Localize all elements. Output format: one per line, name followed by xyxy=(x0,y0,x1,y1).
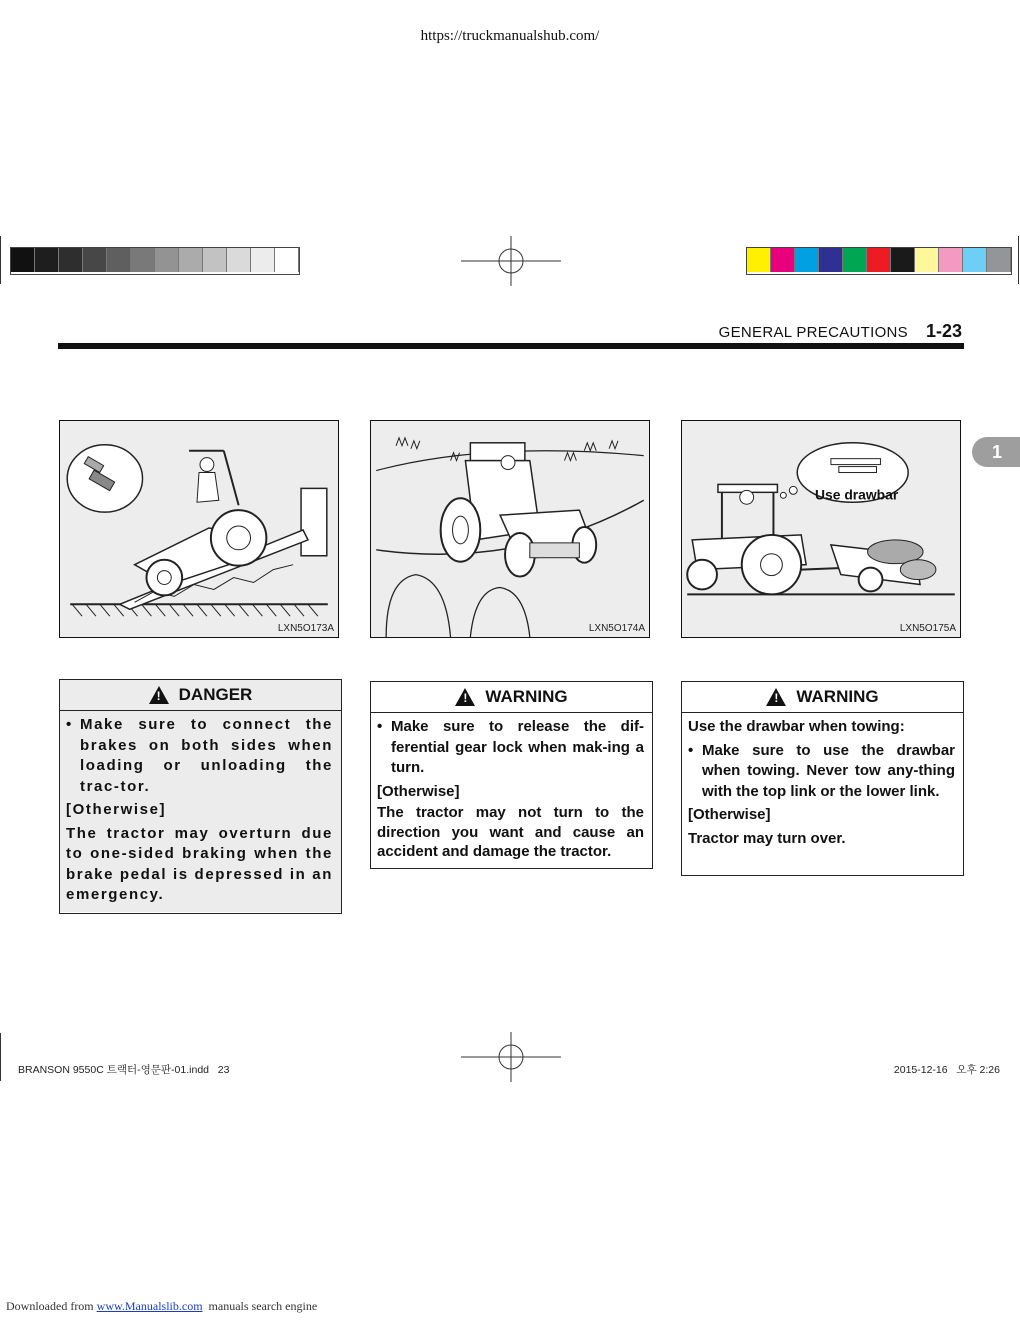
consequence-text: Tractor may turn over. xyxy=(688,829,846,847)
figure-code: LXN5O175A xyxy=(899,623,956,634)
notice-body xyxy=(682,713,963,855)
instruction-item xyxy=(688,741,955,803)
color-swatch xyxy=(867,248,891,272)
warning-triangle-icon xyxy=(766,688,786,706)
tractor-turning-drawing xyxy=(371,421,649,637)
top-url[interactable]: https://truckmanualshub.com/ xyxy=(420,28,600,44)
gray-swatch xyxy=(155,248,179,272)
color-swatch xyxy=(771,248,795,272)
color-swatch xyxy=(843,248,867,272)
color-calibration-bar xyxy=(746,247,1012,275)
illustration-tractor-ramp xyxy=(59,420,339,638)
color-swatch xyxy=(747,248,771,272)
gray-swatch xyxy=(107,248,131,272)
otherwise-label: [Otherwise] xyxy=(377,782,460,800)
signal-word: WARNING xyxy=(796,687,879,706)
print-timestamp: 2015-12-16 오후 2:26 xyxy=(893,1064,1000,1076)
color-swatch xyxy=(915,248,939,272)
gray-swatch xyxy=(11,248,35,272)
download-attribution xyxy=(6,1299,317,1314)
gray-swatch xyxy=(35,248,59,272)
instruction-text: Make sure to use the drawbar when towing. Never tow any-thing with the top link or the lower link. xyxy=(702,741,955,800)
notice-body xyxy=(371,713,652,868)
print-file-info: BRANSON 9550C 트랙터-영문판-01.indd 23 xyxy=(18,1064,230,1076)
color-swatch xyxy=(891,248,915,272)
bullet-icon: • xyxy=(377,718,383,735)
instruction-text: Make sure to release the dif-ferential gear lock when mak-ing a turn. xyxy=(391,718,644,776)
download-prefix: Downloaded from xyxy=(6,1299,97,1313)
signal-word: WARNING xyxy=(485,687,568,706)
otherwise-label: [Otherwise] xyxy=(688,806,771,823)
warning-triangle-icon xyxy=(455,688,475,706)
warning-triangle-icon xyxy=(149,686,169,704)
color-swatch xyxy=(795,248,819,272)
instruction-item xyxy=(66,715,333,797)
registration-mark-icon xyxy=(461,1032,561,1082)
chapter-tab: 1 xyxy=(972,437,1020,467)
section-title: GENERAL PRECAUTIONS xyxy=(718,324,908,341)
instruction-text: Make sure to connect the brakes on both sides when loading or unloading the trac-tor. xyxy=(80,716,333,795)
illustration-tractor-turning xyxy=(370,420,650,638)
color-swatch xyxy=(963,248,987,272)
notice-header xyxy=(682,682,963,713)
crop-mark xyxy=(0,236,1,284)
color-swatch xyxy=(819,248,843,272)
figure-code: LXN5O173A xyxy=(277,623,334,634)
figure-code: LXN5O174A xyxy=(588,623,645,634)
tractor-on-ramp-drawing xyxy=(60,421,338,637)
illustration-tractor-towing xyxy=(681,420,961,638)
intro-text: Use the drawbar when towing: xyxy=(688,718,905,735)
bullet-icon: • xyxy=(688,741,694,759)
signal-word: DANGER xyxy=(178,685,253,704)
notice-header xyxy=(371,682,652,713)
gray-swatch xyxy=(275,248,299,272)
consequence-text: The tractor may overturn due to one-sided braking when the brake pedal is depressed in an emergency. xyxy=(66,824,333,903)
gray-swatch xyxy=(203,248,227,272)
manualslib-link[interactable]: www.Manualslib.com xyxy=(96,1299,203,1313)
notice-header xyxy=(60,680,341,711)
gray-swatch xyxy=(83,248,107,272)
color-swatch xyxy=(939,248,963,272)
notice-body xyxy=(60,711,341,912)
gray-swatch xyxy=(251,248,275,272)
gray-swatch xyxy=(59,248,83,272)
registration-mark-icon xyxy=(461,236,561,286)
otherwise-label: [Otherwise] xyxy=(66,801,167,818)
gray-swatch xyxy=(179,248,203,272)
warning-notice-drawbar xyxy=(681,681,964,876)
warning-notice-diff-lock xyxy=(370,681,653,869)
color-swatch xyxy=(987,248,1011,272)
consequence-text: The tractor may not turn to the direction you want and cause an accident and damage the tractor. xyxy=(377,804,644,860)
download-suffix: manuals search engine xyxy=(202,1299,318,1313)
gray-swatch xyxy=(131,248,155,272)
instruction-item xyxy=(377,717,644,779)
crop-mark xyxy=(1018,236,1019,284)
grayscale-calibration-bar xyxy=(10,247,300,275)
crop-mark xyxy=(0,1033,1,1081)
header-rule xyxy=(58,343,964,349)
page-number: 1-23 xyxy=(925,321,962,341)
bullet-icon: • xyxy=(66,716,73,733)
figure-callout: Use drawbar xyxy=(815,486,899,503)
tractor-towing-drawing xyxy=(682,421,960,637)
danger-notice xyxy=(59,679,342,914)
gray-swatch xyxy=(227,248,251,272)
